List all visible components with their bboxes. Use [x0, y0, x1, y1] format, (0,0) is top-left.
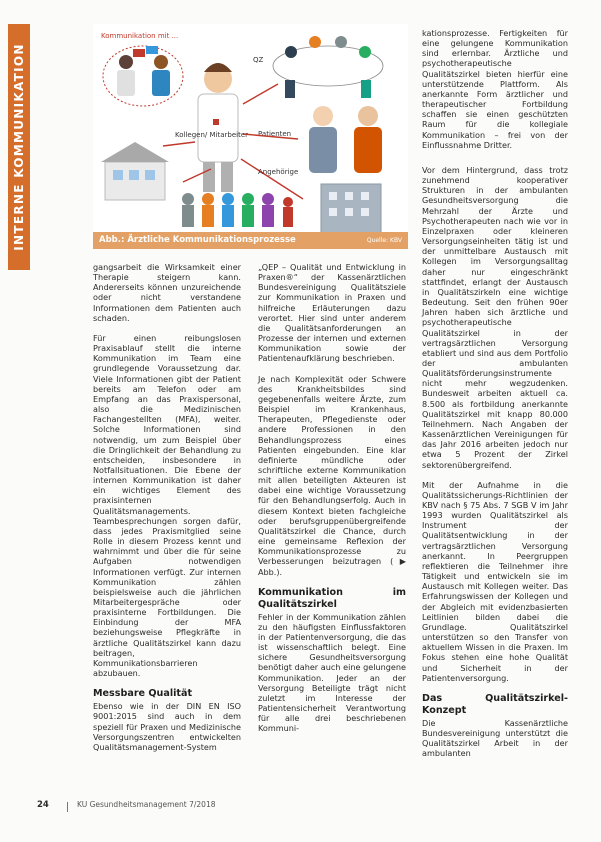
figure-label-angehoerige: Angehörige — [258, 168, 299, 176]
qz-person-4 — [359, 46, 371, 58]
figure-caption: Abb.: Ärztliche Kommunikationsprozesse — [99, 235, 296, 245]
central-doctor-coat — [198, 94, 238, 162]
figure-caption-bar — [93, 232, 408, 249]
section-title: INTERNE KOMMUNIKATION — [12, 43, 26, 251]
doctor-head — [154, 55, 168, 69]
relative-2-body — [202, 205, 214, 227]
figure-source: Quelle: KBV — [366, 237, 402, 244]
figure-label-top: Kommunikation mit ... — [101, 32, 179, 40]
figure-label-qz: QZ — [253, 56, 264, 64]
qz-person-2 — [309, 36, 321, 48]
hospital-window-6 — [361, 208, 369, 216]
qz-chair-2 — [361, 80, 371, 98]
figure-illustration — [93, 24, 408, 249]
relative-5 — [262, 193, 274, 205]
hospital-window-3 — [361, 192, 369, 200]
practice-window-1 — [113, 170, 123, 180]
col1-para-1: gangsarbeit die Wirksamkeit einer Therapie steigern kann. Andererseits können unzureichende oder nicht verstandene Informationen dem Patienten auch schaden. — [93, 262, 241, 323]
footer-source: KU Gesundheitsmanagement 7/2018 — [77, 800, 216, 809]
hospital-window-4 — [329, 208, 337, 216]
column-2 — [258, 262, 406, 744]
col1-para-3: Ebenso wie in der DIN EN ISO 9001:2015 sind auch in dem speziell für Praxen und Medizinische Versorgungszentren entwickelten Qualitätsmanagement-System — [93, 701, 241, 752]
col2-heading: Kommunikation im Qualitätszirkel — [258, 586, 406, 610]
qz-person-1 — [285, 46, 297, 58]
patient-man-head — [358, 106, 378, 126]
relative-3 — [222, 193, 234, 205]
arrow-qz — [243, 84, 278, 104]
col3-para-2: Mit der Aufnahme in die Qualitätssicherungs-Richtlinien der KBV nach § 75 Abs. 7 SGB V im Jahr 1993 wurden Qualitätszirkel als Instrument der Qualitätsentwicklung in der vertragsärztlichen Versorgung anerkannt. In Peergruppen reflektieren die Teilnehmer ihre Tätigkeit und entwickeln sie im Austausch mit Kollegen weiter. Das Erfahrungswissen der Kollegen und der Abgleich mit evidenzbasierten Leitlinien bilden dabei die Grundlage. Qualitätszirkel unterstützen so den Transfer von aktuellem Wissen in die Praxen. Im Fokus stehen eine hohe Qualität und Sicherheit in der Patientenversorgung. — [422, 479, 568, 683]
patient-woman-body — [309, 127, 337, 173]
qz-chair-1 — [285, 80, 295, 98]
practice-window-3 — [145, 170, 155, 180]
col3-para-1: Vor dem Hintergrund, dass trotz zunehmend kooperativer Strukturen in der ambulanten Gesundheitsversorgung die Mehrzahl der Ärzte und Psychotherapeuten nach wie vor in Einzelpraxen oder kleineren Versorgungseinheiten tätig ist und der unmittelbare Austausch mit Kollegen im Versorgungsalltag daher nur eingeschränkt stattfindet, erlangt der Austausch in Qualitätszirkeln eine wichtige Bedeutung. Seit den frühen 90er Jahren haben sich ärztliche und psychotherapeutische Qualitätszirkel in der vertragsärztlichen Versorgung etabliert und sind aus dem Portfolio der ambulanten Qualitätsförderungsinstrumente nicht mehr wegzudenken. Bundesweit arbeiten aktuell ca. 8.500 als fortbildung anerkannte Qualitätszirkel mit knapp 80.000 Teilnehmern. Nach Angaben der Kassenärztlichen Vereinigungen für das Jahr 2016 arbeiten jedoch nur etwa 5 Prozent der Zirkel sektorenübergreifend. — [422, 165, 568, 470]
column-3-top — [422, 28, 568, 160]
speech-bubble-2 — [146, 46, 158, 54]
relative-6-body — [283, 207, 293, 227]
col3-para-3: Die Kassenärztliche Bundesvereinigung unterstützt die Qualitätszirkel Arbeit in der ambulanten — [422, 717, 568, 759]
relative-1-body — [182, 205, 194, 227]
col3-para-top: kationsprozesse. Fertigkeiten für eine gelungene Kommunikation sind erlernbar. Ärztliche und psychotherapeutische Qualitätszirkel bieten hierfür eine unterstützende Plattform. Als anerkannte Form ärztlicher und therapeutischer Fortbildung schaffen sie einen geschützten Raum für die kollegiale Kommunikation – frei von der Einflussnahme Dritter. — [422, 28, 568, 150]
relative-4 — [242, 193, 254, 205]
col2-para-1: „QEP – Qualität und Entwicklung in Praxen®“ der Kassenärztlichen Bundesvereinigung Qualitätsziele zur Kommunikation in Praxen und hilfreiche Erläuterungen dazu verortet. Hier sind unter anderem die Qualitätsanforderungen an Prozesse der internen und externen Kommunikation sowie der Patientenaufklärung beschrieben. — [258, 262, 406, 364]
practice-roof — [101, 142, 169, 162]
column-1 — [93, 262, 241, 762]
relative-3-body — [222, 205, 234, 227]
col2-para-2: Je nach Komplexität oder Schwere des Krankheitsbildes sind gegebenenfalls weitere Ärzte, zum Beispiel im Krankenhaus, Therapeuten, Pflegedienste oder andere Professionen in den Behandlungsprozess eines Patienten eingebunden. Eine klar definierte mündliche oder schriftliche externe Kommunikation mit allen beteiligten Akteuren ist dabei eine wichtige Voraussetzung für den Behandlungserfolg. Auch in diesem Kontext bieten fachgleiche oder berufsgruppenübergreifende Qualitätszirkel die Chance, durch eine gemeinsame Reflexion der Kommunikationsprozesse zu Verbesserungen beizutragen (▶ Abb.). — [258, 373, 406, 577]
relative-6 — [283, 197, 293, 207]
relative-2 — [202, 193, 214, 205]
arrow-klinik — [241, 159, 303, 199]
patient-head — [119, 55, 133, 69]
page-footer — [37, 800, 567, 814]
figure-label-kollegen: Kollegen/ Mitarbeiter — [175, 131, 249, 139]
col1-heading: Messbare Qualität — [93, 688, 193, 700]
relative-5-body — [262, 205, 274, 227]
speech-bubble-1 — [133, 49, 145, 57]
relative-1 — [182, 193, 194, 205]
arrow-kollegen — [163, 142, 195, 146]
doctor-body — [152, 70, 170, 96]
patient-woman-head — [313, 106, 333, 126]
central-doctor-leg-left — [203, 162, 215, 192]
hospital-window-5 — [345, 208, 353, 216]
practice-building — [105, 162, 165, 200]
central-doctor-hair — [204, 63, 232, 72]
col3-heading: Das Qualitätszirkel-Konzept — [422, 692, 568, 716]
relative-4-body — [242, 205, 254, 227]
hospital-window-2 — [345, 192, 353, 200]
column-3 — [422, 165, 568, 768]
col1-para-2: Für einen reibungslosen Praxisablauf stellt die interne Kommunikation im Team eine grundlegende Voraussetzung dar. Viele Informationen gibt der Patient bereits am Telefon oder am Empfang an das Praxispersonal, also die Medizinischen Fachangestellten (MFA), weiter. Solche Informationen sind notwendig, um zum Beispiel über die Dringlichkeit der Behandlung zu entscheiden, insbesondere in Notfallsituationen. Die Ebene der internen Kommunikation ist daher ein wichtiges Element des praxisinternen Qualitätsmanagements. Teambesprechungen sorgen dafür, dass jedes Praxismitglied seine Rolle in diesem Prozess kennt und wahrnimmt und über die für seine Aufgaben notwendigen Informationen verfügt. Zur internen Kommunikation zählen beispielsweise auch die jährlichen Mitarbeitergespräche oder praxisinterne Fortbildungen. Die Einbindung der MFA beziehungsweise Pflegkräfte in ärztliche Qualitätszirkel kann dazu beitragen, Kommunikationsbarrieren abzubauen. — [93, 332, 241, 679]
central-doctor-leg-right — [221, 162, 233, 192]
hospital-window-1 — [329, 192, 337, 200]
qz-person-3 — [335, 36, 347, 48]
section-sidebar — [8, 24, 30, 270]
footer-divider — [67, 802, 68, 812]
page-number: 24 — [37, 800, 49, 810]
practice-window-2 — [129, 170, 139, 180]
patient-body — [117, 70, 135, 96]
patient-man-body — [354, 127, 382, 173]
col2-para-3: Fehler in der Kommunikation zählen zu den häufigsten Einflussfaktoren in der Patientenversorgung, die das ist wissenschaftlich belegt. Eine sichere Gesundheitsversorgung benötigt daher auch eine gelungene Kommunikation. Jeder an der Versorgung Beteiligte trägt nicht zuletzt im Interesse der Patientensicherheit Verantwortung für alle drei beschriebenen Kommuni- — [258, 611, 406, 734]
red-cross-badge — [213, 119, 219, 125]
figure-label-patienten: Patienten — [258, 130, 292, 138]
communication-figure — [93, 24, 408, 249]
